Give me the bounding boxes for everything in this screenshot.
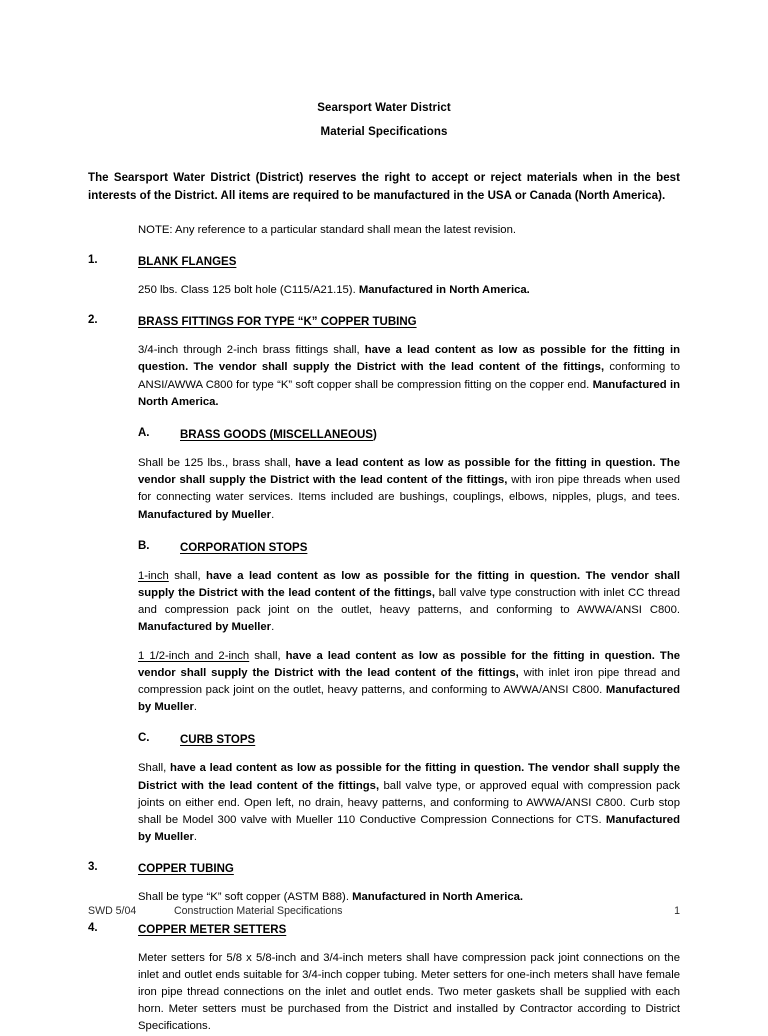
text-run: with inlet iron pipe thread and compression pack joint on the outlet, heavy patterns, and conforming to AWWA/ANSI C800. [138, 666, 680, 697]
subsection-2a-letter: A. [138, 427, 150, 440]
section-4-number: 4. [88, 921, 98, 934]
text-run: 250 lbs. Class 125 bolt hole (C115/A21.15). [138, 284, 359, 296]
text-run-bold: have a lead content as low as possible for the fitting in question. The vendor shall supply the District with the lead content of the fittings, [138, 344, 680, 374]
subsection-2c-heading [180, 732, 255, 749]
heading-underlined-run: CORPORATION STOPS [180, 541, 308, 554]
text-run: shall, [249, 649, 286, 662]
text-run: conforming to ANSI/AWWA C800 for type “K” soft copper shall be compression fitting on the copper end. [138, 361, 680, 391]
text-run-bold: Manufactured in North America. [352, 891, 524, 904]
heading-underlined-run: CURB STOPS [180, 734, 256, 747]
section-1-heading: BLANK FLANGES [138, 256, 237, 268]
subsection-2b-paragraph-1 [138, 568, 680, 637]
text-run: 3/4-inch through 2-inch brass fittings shall, [138, 344, 365, 357]
text-run: with iron pipe threads when used for connecting water services. Items included are bushings, couplings, elbows, nipples, plugs, and tees. [138, 474, 680, 504]
text-run: Shall be type “K” soft copper (ASTM B88). [138, 891, 353, 904]
text-run-underline: 1-inch [138, 569, 169, 582]
intro-paragraph: The Searsport Water District (District) reserves the right to accept or reject materials when in the best interests of the District. All items are required to be manufactured in the USA or Canada (North America). [88, 172, 680, 202]
subsection-2b-paragraph-2 [138, 648, 680, 717]
text-run-bold: Manufactured in North America. [138, 378, 680, 408]
subsection-2a [138, 425, 680, 444]
subsection-2b-letter: B. [138, 539, 150, 552]
text-run: ball valve type, or approved equal with compression pack joints on either end. Open left, no drain, heavy patterns, and conforming to AWWA/ANSI C800. Curb stop shall be Model 300 valve with Mueller 110 Conductive Compression Connections for CTS. [138, 779, 681, 827]
subsection-2b [138, 538, 680, 557]
section-3-heading: COPPER TUBING [138, 863, 234, 876]
heading-underlined-run: BRASS GOODS (MISCELLANEOUS [180, 429, 373, 442]
section-4 [88, 920, 680, 939]
section-1-number: 1. [88, 254, 98, 266]
document-body [88, 96, 680, 1036]
text-run-bold: Manufactured by Mueller [138, 508, 272, 521]
subsection-2a-heading [180, 427, 377, 444]
subsection-2c [138, 730, 680, 749]
text-run-underline: 1 1/2-inch and 2-inch [138, 649, 250, 662]
section-2 [88, 312, 680, 331]
section-3-number: 3. [88, 861, 98, 874]
section-2-number: 2. [88, 314, 98, 327]
text-run: ball valve type construction with inlet CC thread and compression pack joint on the outlet, heavy patterns, and conforming to AWWA/ANSI C800. [138, 587, 681, 617]
note-paragraph: NOTE: Any reference to a particular standard shall mean the latest revision. [138, 224, 517, 236]
text-run-bold: have a lead content as low as possible for the fitting in question. The vendor shall supply the District with the lead content of the fittings, [138, 649, 681, 679]
subsection-2c-letter: C. [138, 732, 150, 745]
subsection-2c-paragraph [138, 760, 680, 846]
section-4-heading: COPPER METER SETTERS [138, 923, 287, 936]
text-run: shall, [168, 569, 207, 582]
section-4-paragraph: Meter setters for 5/8 x 5/8-inch and 3/4-inch meters shall have compression pack joint connections on the inlet and outlet ends suitable for 3/4-inch copper tubing. Meter setters for one-inch meters shall have female iron pipe thread connections on the inlet and outlet ends. Two meter gaskets shall be supplied with each horn. Meter setters must be purchased from the District and installed by Contractor according to District Specifications. [138, 951, 680, 1033]
subsection-2b-heading [180, 540, 307, 557]
text-run: . [193, 831, 198, 844]
text-run-bold: Manufactured by Mueller [138, 684, 680, 714]
heading-tail-run: ) [372, 429, 377, 442]
text-run-bold: have a lead content as low as possible for the fitting in question. The vendor shall supply the District with the lead content of the fittings, [138, 569, 680, 600]
section-1 [88, 252, 680, 271]
text-run-bold: Manufactured by Mueller [138, 621, 272, 634]
subsection-2a-paragraph [138, 455, 680, 524]
text-run: . [193, 701, 198, 714]
section-3 [88, 859, 680, 878]
text-run-bold: have a lead content as low as possible for the fitting in question. The vendor shall supply the District with the lead content of the fittings, [138, 762, 680, 792]
document-title-line2: Material Specifications [320, 126, 448, 138]
footer-doc-title: Construction Material Specifications [174, 905, 343, 917]
section-2-heading: BRASS FITTINGS FOR TYPE “K” COPPER TUBING [138, 316, 417, 329]
section-2-paragraph [138, 342, 680, 411]
text-run: Shall be 125 lbs., brass shall, [138, 457, 296, 470]
section-1-paragraph [138, 282, 680, 299]
footer-page-number: 1 [674, 905, 680, 917]
text-run-bold: Manufactured in North America. [358, 284, 530, 296]
footer-doc-code: SWD 5/04 [88, 905, 137, 917]
text-run-bold: Manufactured by Mueller [138, 814, 680, 844]
text-run: Shall, [138, 762, 171, 775]
text-run-bold: have a lead content as low as possible for the fitting in question. The vendor shall supply the District with the lead content of the fittings, [138, 457, 680, 487]
text-run: . [271, 621, 275, 634]
text-run: . [271, 508, 275, 521]
document-title-line1: Searsport Water District [317, 102, 451, 114]
